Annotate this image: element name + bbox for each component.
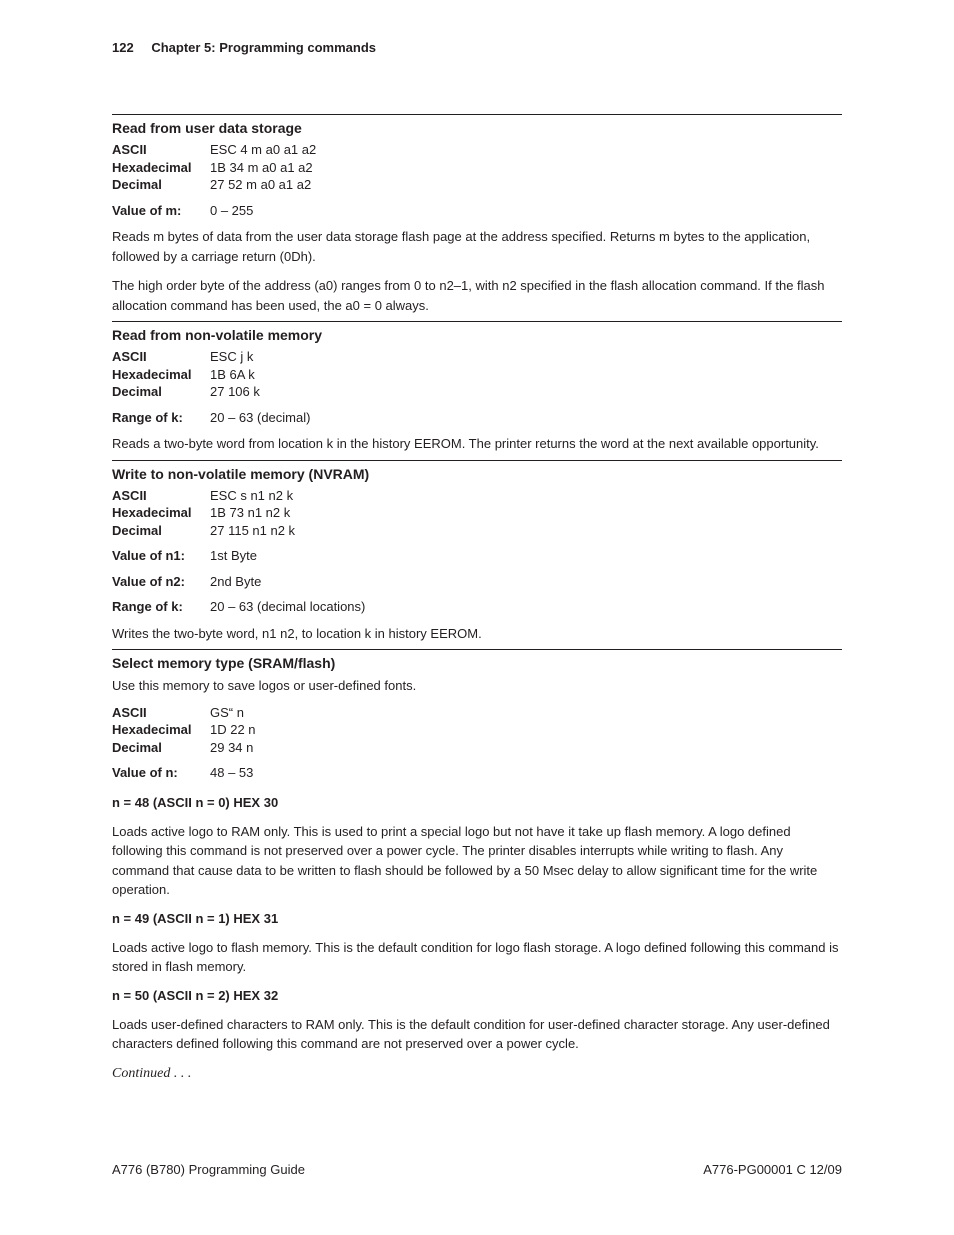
row-label: ASCII	[112, 487, 147, 503]
footer-title: A776 (B780) Programming Guide	[112, 1162, 305, 1177]
command-row-hex	[112, 721, 842, 739]
option-heading-48: n = 48 (ASCII n = 0) HEX 30	[112, 794, 279, 810]
row-value: 1D 22 n	[210, 722, 256, 737]
param-row-n2	[112, 573, 842, 591]
page-header	[112, 38, 376, 57]
section-title: Read from non-volatile memory	[112, 327, 323, 343]
option-heading-49: n = 49 (ASCII n = 1) HEX 31	[112, 910, 279, 926]
row-label: Hexadecimal	[112, 159, 192, 175]
row-label: Range of k:	[112, 599, 183, 614]
row-value: 1st Byte	[210, 548, 257, 563]
row-label: ASCII	[112, 704, 147, 720]
param-row	[112, 764, 842, 782]
paragraph: Loads user-defined characters to RAM only. This is the default condition for user-defined character storage. Any user-defined characters defined following this command are not preserved over a power cycle.	[112, 1016, 830, 1051]
row-label: Value of n2:	[112, 573, 185, 589]
section-read-nvm	[112, 321, 842, 454]
row-label: Hexadecimal	[112, 505, 192, 520]
row-value: 1B 73 n1 n2 k	[210, 505, 291, 520]
row-label: Hexadecimal	[112, 722, 192, 737]
section-read-user-data	[112, 114, 842, 315]
row-label: Value of m:	[112, 202, 182, 218]
row-label: Decimal	[112, 384, 162, 399]
command-row-ascii	[112, 704, 842, 722]
row-value: 20 – 63 (decimal locations)	[210, 599, 366, 614]
section-write-nvram	[112, 460, 842, 644]
footer-doc-number: A776-PG00001 C 12/09	[703, 1162, 842, 1177]
page-content	[112, 114, 842, 1083]
chapter-title: Chapter 5: Programming commands	[151, 40, 376, 55]
command-row-decimal	[112, 383, 842, 401]
param-row	[112, 202, 842, 220]
row-label: Decimal	[112, 522, 162, 538]
section-title: Read from user data storage	[112, 120, 302, 136]
section-title: Write to non-volatile memory (NVRAM)	[112, 465, 370, 482]
row-value: 0 – 255	[210, 202, 254, 218]
paragraph: Loads active logo to RAM only. This is used to print a special logo but not have it take up flash memory. A logo defined following this command is not preserved over a power cycle. The printer disables interrupts while writing to flash. Any command that cause data to be written to flash should be followed by a 50 Msec delay to allow significant time for the write operation.	[112, 823, 818, 897]
command-row-ascii	[112, 348, 842, 366]
row-value: 27 106 k	[210, 384, 260, 399]
row-value: 20 – 63 (decimal)	[210, 409, 311, 425]
command-row-decimal	[112, 522, 842, 540]
row-value: ESC 4 m a0 a1 a2	[210, 142, 317, 157]
command-row-hex	[112, 504, 842, 522]
param-row-n1	[112, 547, 842, 565]
paragraph: The high order byte of the address (a0) ranges from 0 to n2–1, with n2 specified in the flash allocation command. If the flash allocation command has been used, the a0 = 0 always.	[112, 278, 825, 313]
command-row-hex	[112, 366, 842, 384]
row-label: Decimal	[112, 177, 162, 192]
param-row-k	[112, 598, 842, 616]
row-value: 27 115 n1 n2 k	[210, 522, 296, 538]
command-row-decimal	[112, 739, 842, 757]
row-label: ASCII	[112, 142, 147, 157]
row-value: 27 52 m a0 a1 a2	[210, 177, 312, 192]
row-value: 1B 34 m a0 a1 a2	[210, 159, 313, 175]
page-number: 122	[112, 40, 134, 55]
paragraph: Loads active logo to flash memory. This is the default condition for logo flash storage. A logo defined following this command is stored in flash memory.	[112, 939, 839, 974]
row-label: Value of n1:	[112, 548, 185, 563]
paragraph: Reads a two-byte word from location k in the history EEROM. The printer returns the word at the next available opportunity.	[112, 436, 819, 451]
option-heading-50: n = 50 (ASCII n = 2) HEX 32	[112, 987, 279, 1003]
command-row-ascii	[112, 141, 842, 159]
param-row	[112, 409, 842, 427]
row-label: Value of n:	[112, 765, 178, 780]
paragraph: Writes the two-byte word, n1 n2, to location k in history EEROM.	[112, 625, 482, 641]
row-value: 48 – 53	[210, 765, 254, 780]
continued-note: Continued . . .	[112, 1065, 192, 1081]
row-value: ESC j k	[210, 349, 254, 364]
row-value: 1B 6A k	[210, 366, 255, 382]
row-label: ASCII	[112, 349, 147, 364]
paragraph: Use this memory to save logos or user-defined fonts.	[112, 678, 417, 693]
command-row-ascii	[112, 487, 842, 505]
row-label: Range of k:	[112, 409, 183, 425]
paragraph: Reads m bytes of data from the user data storage flash page at the address specified. Returns m bytes to the application, followed by a carriage return (0Dh).	[112, 229, 811, 264]
section-title: Select memory type (SRAM/flash)	[112, 655, 336, 671]
row-value: 29 34 n	[210, 739, 254, 755]
row-label: Decimal	[112, 739, 162, 755]
section-select-memory-type	[112, 649, 842, 1083]
row-value: GS“ n	[210, 704, 244, 720]
row-value: 2nd Byte	[210, 573, 262, 589]
row-label: Hexadecimal	[112, 366, 192, 382]
command-row-hex	[112, 159, 842, 177]
row-value: ESC s n1 n2 k	[210, 487, 294, 503]
command-row-decimal	[112, 176, 842, 194]
